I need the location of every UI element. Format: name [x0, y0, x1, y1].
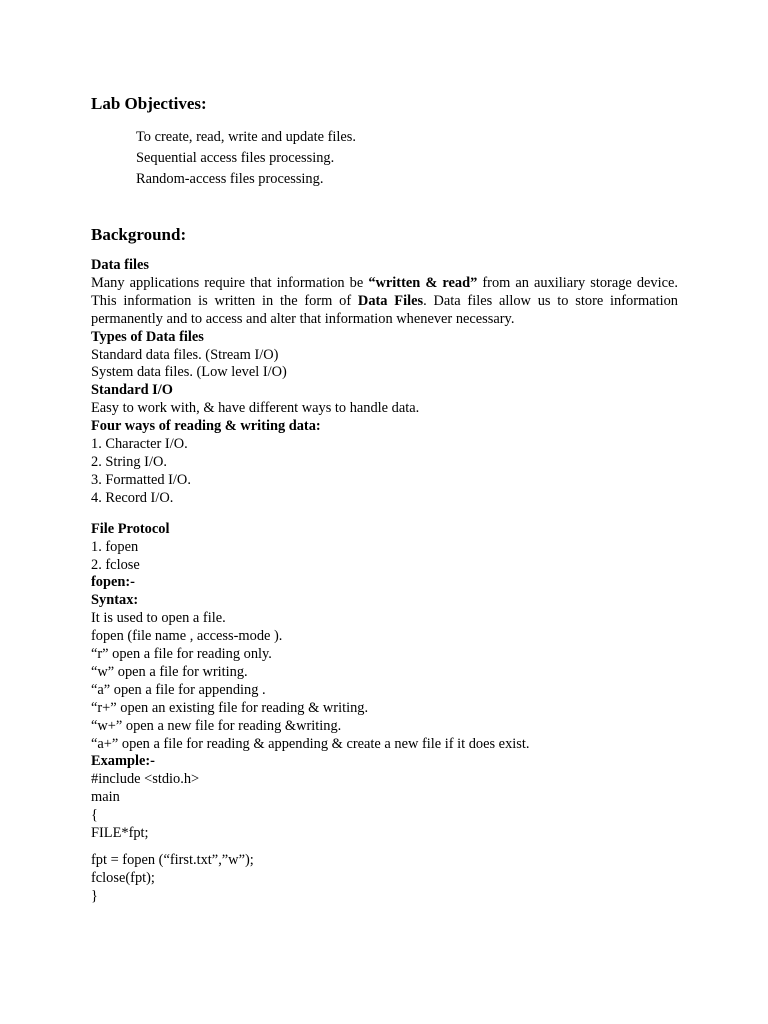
code-line: }: [91, 887, 98, 904]
standard-io-heading: Standard I/O: [91, 382, 173, 399]
types-heading: Types of Data files: [91, 328, 204, 345]
code-line: #include <stdio.h>: [91, 771, 200, 788]
four-ways-item: 3. Formatted I/O.: [91, 471, 191, 488]
code-line: fpt = fopen (“first.txt”,”w”);: [91, 852, 254, 868]
code-line: {: [91, 807, 98, 824]
four-ways-item: 2. String I/O.: [91, 453, 167, 470]
code-line: fclose(fpt);: [91, 869, 155, 886]
paragraph-text: . Data files allow us to store information permanently and to access and alter that information whenever necessary.: [91, 292, 678, 327]
paragraph-bold-text: “written & read”: [368, 274, 478, 291]
paragraph-text: from an auxiliary storage device. This information is written in the form of: [91, 274, 678, 309]
fopen-line: “w” open a file for writing.: [91, 663, 248, 680]
objective-item: Sequential access files processing.: [136, 150, 335, 166]
fopen-line: It is used to open a file.: [91, 610, 226, 627]
four-ways-item: 4. Record I/O.: [91, 489, 174, 506]
types-item: Standard data files. (Stream I/O): [91, 346, 279, 363]
code-line: main: [91, 789, 120, 806]
file-protocol-item: 2. fclose: [91, 556, 140, 573]
fopen-heading: fopen:-: [91, 574, 135, 591]
spacer: [91, 843, 678, 852]
paragraph-text: Many applications require that information be: [91, 274, 369, 291]
background-heading: Background:: [91, 225, 187, 244]
data-files-heading: Data files: [91, 257, 149, 273]
background-body: [91, 257, 678, 906]
fopen-line: “a+” open a file for reading & appending & create a new file if it does exist.: [91, 735, 530, 752]
paragraph-bold-text: Data Files: [357, 292, 424, 309]
objective-item: Random-access files processing.: [136, 171, 324, 187]
fopen-line: fopen (file name , access-mode ).: [91, 628, 283, 645]
file-protocol-item: 1. fopen: [91, 538, 139, 555]
fopen-line: “a” open a file for appending .: [91, 681, 266, 698]
four-ways-heading: Four ways of reading & writing data:: [91, 418, 321, 435]
fopen-line: “w+” open a new file for reading &writing.: [91, 717, 342, 734]
file-protocol-heading: File Protocol: [91, 520, 170, 537]
lab-objectives-heading: Lab Objectives:: [91, 94, 207, 113]
four-ways-item: 1. Character I/O.: [91, 436, 188, 453]
objective-item: To create, read, write and update files.: [136, 129, 356, 145]
example-heading: Example:-: [91, 753, 155, 770]
standard-io-text: Easy to work with, & have different ways to handle data.: [91, 400, 420, 417]
data-files-paragraph: [91, 275, 678, 329]
syntax-heading: Syntax:: [91, 592, 139, 609]
fopen-line: “r” open a file for reading only.: [91, 646, 272, 663]
code-line: FILE*fpt;: [91, 825, 149, 842]
fopen-line: “r+” open an existing file for reading & writing.: [91, 699, 369, 716]
types-item: System data files. (Low level I/O): [91, 364, 287, 381]
spacer: [91, 508, 678, 521]
